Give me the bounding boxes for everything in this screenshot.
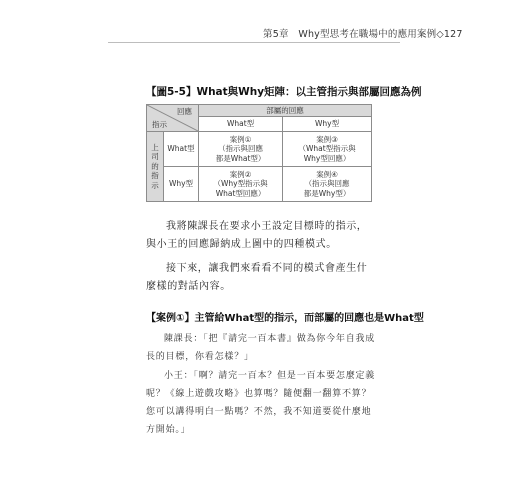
- matrix-cell-case2: [199, 167, 283, 202]
- case-heading: 【案例①】主管給What型的指示，而部屬的回應也是What型: [146, 313, 424, 324]
- matrix-cell-text: 案例③ （What型指示與 Why型回應）: [298, 134, 356, 163]
- what-why-matrix: [146, 104, 372, 202]
- column-group-header: 部屬的回應: [199, 105, 372, 117]
- matrix-cell-case4: [283, 167, 372, 202]
- figure-title: [146, 84, 422, 99]
- header-rule: [108, 42, 400, 43]
- body-paragraph: 接下來，讓我們來看看不同的模式會產生什麼樣的對話內容。: [146, 263, 368, 292]
- corner-instruction-label: 指示: [152, 119, 167, 129]
- column-header-why: Why型: [283, 117, 372, 132]
- matrix-corner: [147, 105, 199, 132]
- matrix-cell-case1: [199, 132, 283, 167]
- corner-response-label: 回應: [177, 107, 192, 116]
- row-header-why: Why型: [164, 167, 199, 202]
- running-head: 第5章 Why型思考在職場中的應用案例◇127: [263, 29, 463, 40]
- figure-label: 【圖5-5】: [146, 86, 197, 98]
- body-paragraph: 我將陳課長在要求小王設定目標時的指示，與小王的回應歸納成上圖中的四種模式。: [146, 221, 368, 250]
- row-header-what: What型: [164, 132, 199, 167]
- matrix-cell-text: 案例② （Why型指示與 What型回應）: [213, 169, 268, 198]
- row-group-label: 上 司 的 指 示: [151, 143, 159, 190]
- figure-caption: What與Why矩陣：以主管指示與部屬回應為例: [196, 86, 422, 98]
- matrix-cell-text: 案例④ （指示與回應 都是Why型）: [303, 169, 351, 198]
- matrix-cell-case3: [283, 132, 372, 167]
- column-header-what: What型: [199, 117, 283, 132]
- dialog-line: 小王：「啊？請完一百本？但是一百本要怎麼定義呢？《線上遊戲攻略》也算嗎？隨便翻一翻算不算？您可以講得明白一點嗎？不然，我不知道要從什麼地方開始。」: [146, 371, 376, 435]
- row-group-header: [147, 132, 164, 202]
- dialog-line: 陳課長：「把『請完一百本書』做為你今年自我成長的目標，你看怎樣？」: [146, 334, 376, 362]
- matrix-cell-text: 案例① （指示與回應 都是What型）: [215, 134, 266, 163]
